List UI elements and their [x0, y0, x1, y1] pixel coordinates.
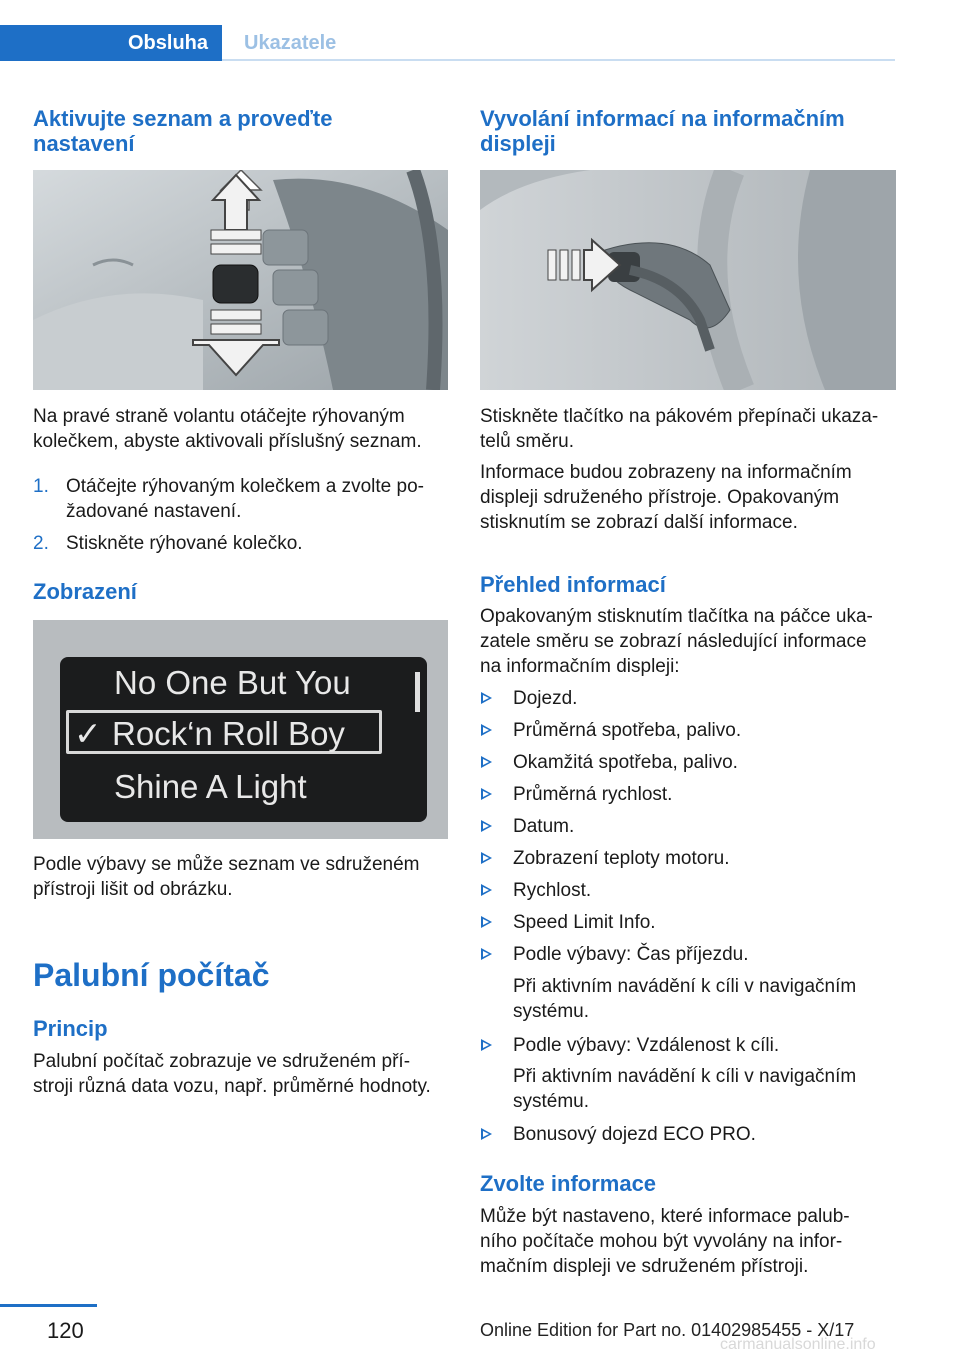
scrollbar-indicator: [415, 672, 420, 712]
section-title-display: Zobrazení: [33, 579, 137, 604]
bullet-triangle-icon: [481, 916, 492, 928]
header-tabbar: [0, 25, 895, 61]
turn-signal-lever-figure: [480, 170, 896, 390]
step-1-number: 1.: [33, 476, 49, 497]
bullet-distance-note: Při aktivním navádění k cíli v navigačním systému.: [513, 1066, 857, 1112]
bullet-avg-speed: Průměrná rychlost.: [513, 784, 673, 805]
bullet-triangle-icon: [481, 1039, 492, 1051]
paragraph-activate-list: Na pravé straně volantu otáčejte rýhovaným kolečkem, abyste aktivovali příslušný seznam.: [33, 406, 422, 452]
tab-underline: [222, 59, 895, 61]
bullet-eco-pro-range: Bonusový dojezd ECO PRO.: [513, 1124, 756, 1145]
tab-obsluha[interactable]: Obsluha: [0, 25, 222, 61]
paragraph-info-shown: Informace budou zobrazeny na informačním displeji sdruženého přístroje. Opakovaným stisknutím se zobrazí další informace.: [480, 462, 852, 533]
bullet-date: Datum.: [513, 816, 575, 837]
bullet-triangle-icon: [481, 692, 492, 704]
section-title-info-overview: Přehled informací: [480, 572, 666, 597]
bullet-triangle-icon: [481, 948, 492, 960]
bullet-avg-consumption: Průměrná spotřeba, palivo.: [513, 720, 742, 741]
tab-ukazatele[interactable]: Ukazatele: [244, 32, 337, 54]
checkmark-icon: ✓: [74, 715, 102, 752]
bullet-engine-temp: Zobrazení teploty motoru.: [513, 848, 730, 869]
paragraph-display-note: Podle výbavy se může seznam ve sdruženém přístroji lišit od obrázku.: [33, 854, 420, 900]
bullet-distance-to-destination: Podle výbavy: Vzdálenost k cíli.: [513, 1035, 780, 1056]
section-title-select-info: Zvolte informace: [480, 1171, 657, 1196]
chapter-title-onboard-computer: Palubní počítač: [33, 957, 270, 993]
bullet-arrival-time: Podle výbavy: Čas příjezdu.: [513, 944, 749, 965]
bullet-speed-limit-info: Speed Limit Info.: [513, 912, 656, 933]
steering-wheel-figure: [33, 170, 448, 390]
section-title-call-info: Vyvolání informací na informačním displeji: [480, 106, 845, 156]
steering-wheel-scroll-wheel-icon: [33, 170, 448, 390]
display-item-2: Rock‘n Roll Boy: [112, 715, 345, 752]
bullet-triangle-icon: [481, 852, 492, 864]
paragraph-principle: Palubní počítač zobrazuje ve sdruženém pří- stroji různá data vozu, např. průměrné hodnoty.: [33, 1051, 431, 1097]
list-display-figure: [33, 620, 448, 839]
display-screen: [60, 657, 427, 822]
paragraph-press-button: Stiskněte tlačítko na pákovém přepínači ukaza- telů směru.: [480, 406, 879, 452]
step-2-text: Stiskněte rýhované kolečko.: [66, 533, 303, 554]
bullet-triangle-icon: [481, 788, 492, 800]
paragraph-info-overview: Opakovaným stisknutím tlačítka na páčce uka- zatele směru se zobrazí následující informace na informačním displeji:: [480, 606, 873, 677]
edition-note: Online Edition for Part no. 01402985455 - X/17: [480, 1320, 855, 1340]
paragraph-select-info: Může být nastaveno, které informace palub- ního počítače mohou být vyvolány na infor- mačním displeji ve sdruženém přístroji.: [480, 1206, 850, 1277]
bullet-arrival-time-note: Při aktivním navádění k cíli v navigačním systému.: [513, 976, 857, 1022]
section-title-principle: Princip: [33, 1016, 108, 1041]
bullet-speed: Rychlost.: [513, 880, 592, 901]
bullet-triangle-icon: [481, 1128, 492, 1140]
display-item-3: Shine A Light: [114, 768, 307, 805]
display-item-1: No One But You: [114, 664, 351, 701]
bullet-current-consumption: Okamžitá spotřeba, palivo.: [513, 752, 738, 773]
bullet-triangle-icon: [481, 756, 492, 768]
bullet-triangle-icon: [481, 884, 492, 896]
bullet-triangle-icon: [481, 724, 492, 736]
step-2-number: 2.: [33, 533, 49, 554]
bullet-triangle-icon: [481, 820, 492, 832]
bullet-range: Dojezd.: [513, 688, 578, 709]
footer-accent-line: [0, 1304, 97, 1307]
section-title-activate-list: Aktivujte seznam a proveďte nastavení: [33, 106, 333, 156]
page-number: 120: [47, 1318, 84, 1343]
watermark: carmanualsonline.info: [720, 1336, 876, 1353]
step-1-text: Otáčejte rýhovaným kolečkem a zvolte po- žadované nastavení.: [66, 476, 424, 522]
turn-signal-lever-button-icon: [480, 170, 896, 390]
